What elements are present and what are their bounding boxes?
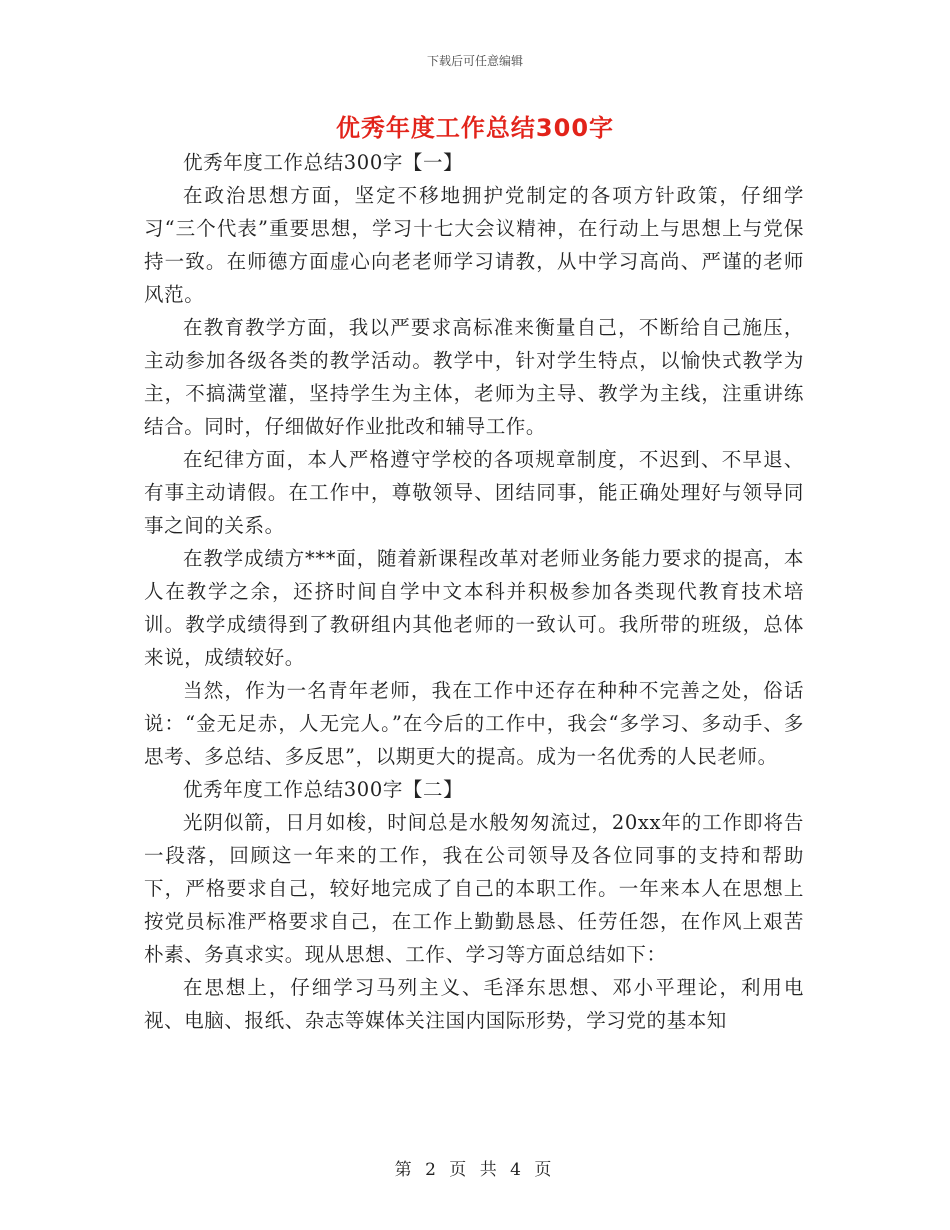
paragraph: 在纪律方面，本人严格遵守学校的各项规章制度，不迟到、不早退、有事主动请假。在工作中，尊敬领导、团结同事，能正确处理好与领导同事之间的关系。	[144, 448, 804, 537]
section-heading-2: 优秀年度工作总结300字【二】	[183, 778, 464, 801]
document-body	[144, 146, 804, 1037]
header-note: 下载后可任意编辑	[426, 54, 523, 68]
section-heading-1: 优秀年度工作总结300字【一】	[183, 151, 464, 174]
paragraph: 光阴似箭，日月如梭，时间总是水般匆匆流过，20xx年的工作即将告一段落，回顾这一年来的工作，我在公司领导及各位同事的支持和帮助下，严格要求自己，较好地完成了自己的本职工作。一年来本人在思想上按党员标准严格要求自己，在工作上勤勤恳恳、任劳任怨，在作风上艰苦朴素、务真求实。现从思想、工作、学习等方面总结如下：	[144, 811, 804, 966]
paragraph: 在思想上，仔细学习马列主义、毛泽东思想、邓小平理论，利用电视、电脑、报纸、杂志等媒体关注国内国际形势，学习党的基本知	[144, 976, 804, 1032]
page-number-footer: 第 2 页 共 4 页	[394, 1160, 556, 1180]
document-title: 优秀年度工作总结300字	[335, 114, 615, 142]
paragraph: 在政治思想方面，坚定不移地拥护党制定的各项方针政策，仔细学习“三个代表”重要思想，学习十七大会议精神，在行动上与思想上与党保持一致。在师德方面虚心向老老师学习请教，从中学习高尚、严谨的老师风范。	[144, 184, 804, 306]
paragraph: 当然，作为一名青年老师，我在工作中还存在种种不完善之处，俗话说：“金无足赤，人无完人。”在今后的工作中，我会“多学习、多动手、多思考、多总结、多反思”，以期更大的提高。成为一名优秀的人民老师。	[144, 679, 804, 768]
paragraph: 在教育教学方面，我以严要求高标准来衡量自己，不断给自己施压，主动参加各级各类的教学活动。教学中，针对学生特点，以愉快式教学为主，不搞满堂灌，坚持学生为主体，老师为主导、教学为主线，注重讲练结合。同时，仔细做好作业批改和辅导工作。	[144, 316, 804, 438]
paragraph: 在教学成绩方***面，随着新课程改革对老师业务能力要求的提高，本人在教学之余，还挤时间自学中文本科并积极参加各类现代教育技术培训。教学成绩得到了教研组内其他老师的一致认可。我所带的班级，总体来说，成绩较好。	[144, 547, 804, 669]
